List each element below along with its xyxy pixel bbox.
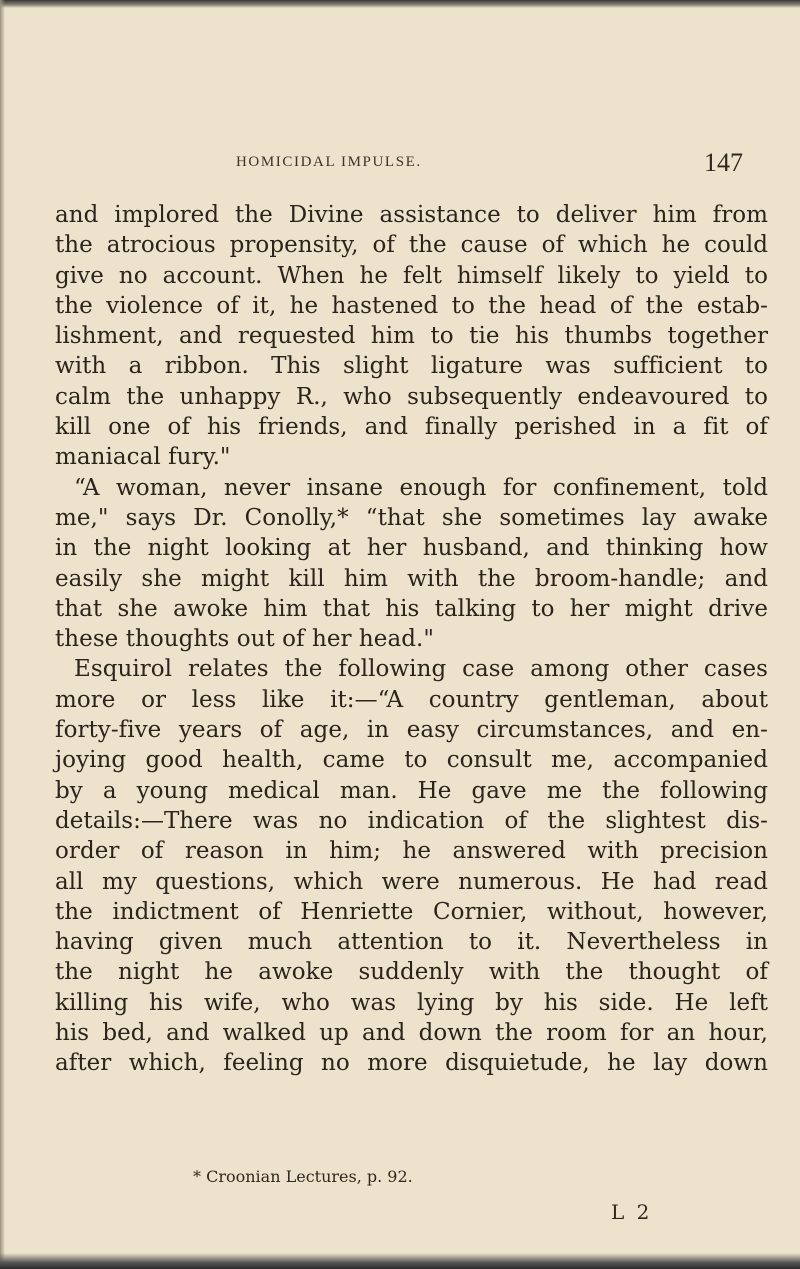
body-line: all my questions, which were numerous. He had read (55, 868, 768, 895)
body-line: “A woman, never insane enough for confinement, told (74, 474, 768, 501)
footnote: * Croonian Lectures, p. 92. (193, 1167, 413, 1186)
body-line: with a ribbon. This slight ligature was sufficient to (55, 353, 768, 380)
body-line: me," says Dr. Conolly,* “that she sometimes lay awake (55, 504, 768, 531)
scan-bottom-edge (0, 1253, 800, 1269)
body-line: the violence of it, he hastened to the head of the estab- (55, 292, 768, 319)
body-line: the atrocious propensity, of the cause of which he could (55, 232, 768, 259)
body-line: and implored the Divine assistance to deliver him from (55, 202, 768, 228)
running-head: HOMICIDAL IMPULSE. (236, 154, 422, 170)
body-line: the indictment of Henriette Cornier, without, however, (55, 898, 768, 925)
body-line: these thoughts out of her head." (55, 626, 434, 653)
body-line: in the night looking at her husband, and thinking how (55, 535, 768, 562)
body-line: easily she might kill him with the broom-handle; and (55, 565, 768, 592)
page-number: 147 (704, 148, 743, 177)
body-line: forty-five years of age, in easy circumstances, and en- (55, 717, 768, 744)
body-line: the night he awoke suddenly with the thought of (55, 959, 768, 986)
body-line: by a young medical man. He gave me the following (55, 777, 768, 804)
body-line: having given much attention to it. Nevertheless in (55, 929, 768, 956)
body-line: his bed, and walked up and down the room for an hour, (55, 1020, 768, 1047)
body-line: details:—There was no indication of the slightest dis- (55, 807, 768, 834)
body-line: that she awoke him that his talking to her might drive (55, 595, 768, 622)
page-header (0, 148, 800, 178)
body-line: after which, feeling no more disquietude, he lay down (55, 1050, 768, 1077)
scan-top-edge (0, 0, 800, 8)
body-line: Esquirol relates the following case among other cases (74, 656, 768, 683)
body-text (55, 200, 768, 1079)
scan-left-edge (0, 0, 5, 1269)
signature-mark: L 2 (611, 1200, 653, 1224)
body-line: give no account. When he felt himself likely to yield to (55, 262, 768, 289)
body-line: calm the unhappy R., who subsequently endeavoured to (55, 383, 768, 410)
body-line: lishment, and requested him to tie his thumbs together (55, 323, 768, 350)
body-line: more or less like it:—“A country gentleman, about (55, 686, 768, 713)
body-line: order of reason in him; he answered with precision (55, 838, 768, 865)
body-line: joying good health, came to consult me, accompanied (55, 747, 768, 774)
body-line: kill one of his friends, and finally perished in a fit of (55, 414, 768, 441)
body-line: killing his wife, who was lying by his side. He left (55, 989, 768, 1016)
body-line: maniacal fury." (55, 444, 231, 471)
